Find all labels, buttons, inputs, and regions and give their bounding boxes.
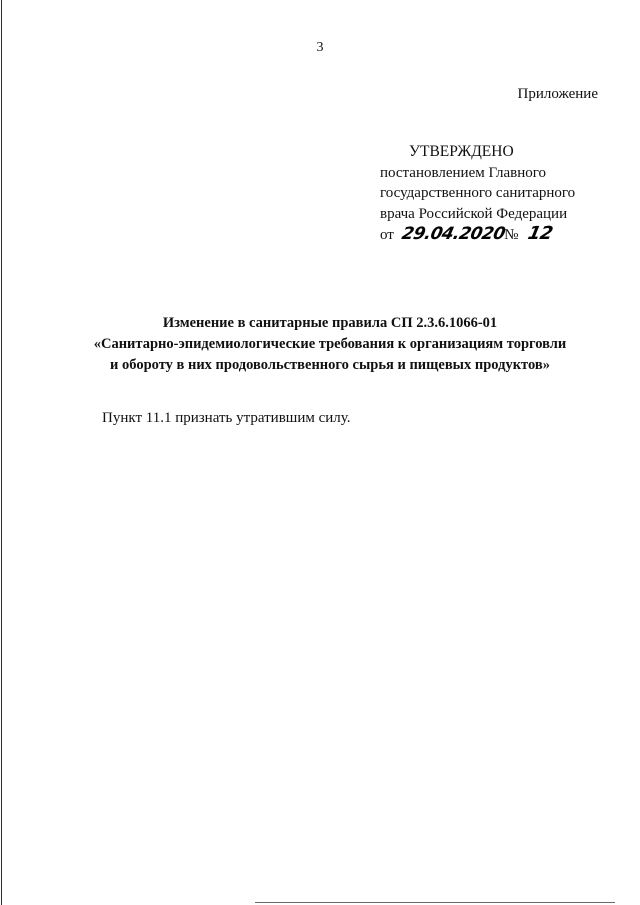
heading-line-3: и обороту в них продовольственного сырья и пищевых продуктов» bbox=[110, 357, 550, 373]
approval-date-line bbox=[380, 224, 620, 246]
approval-block bbox=[380, 142, 620, 246]
body-paragraph: Пункт 11.1 признать утратившим силу. bbox=[102, 410, 351, 426]
heading-line-1: Изменение в санитарные правила СП 2.3.6.1066-01 bbox=[162, 315, 498, 331]
document-heading bbox=[60, 313, 600, 376]
approval-line-2: государственного санитарного bbox=[380, 185, 576, 201]
handwritten-date: 29.04.2020 bbox=[399, 224, 507, 244]
date-prefix: от bbox=[380, 227, 394, 243]
approval-title: УТВЕРЖДЕНО bbox=[409, 143, 514, 160]
heading-line-2: «Санитарно-эпидемиологические требования к организациям торговли bbox=[93, 336, 567, 352]
scan-bottom-edge bbox=[255, 902, 615, 903]
approval-line-1: постановлением Главного bbox=[380, 164, 547, 181]
scan-left-edge bbox=[1, 0, 2, 905]
approval-line-3: врача Российской Федерации bbox=[380, 205, 568, 222]
handwritten-number: 12 bbox=[526, 223, 555, 244]
page-number: 3 bbox=[316, 40, 324, 55]
appendix-label: Приложение bbox=[517, 86, 598, 102]
number-sign: № bbox=[504, 227, 519, 243]
